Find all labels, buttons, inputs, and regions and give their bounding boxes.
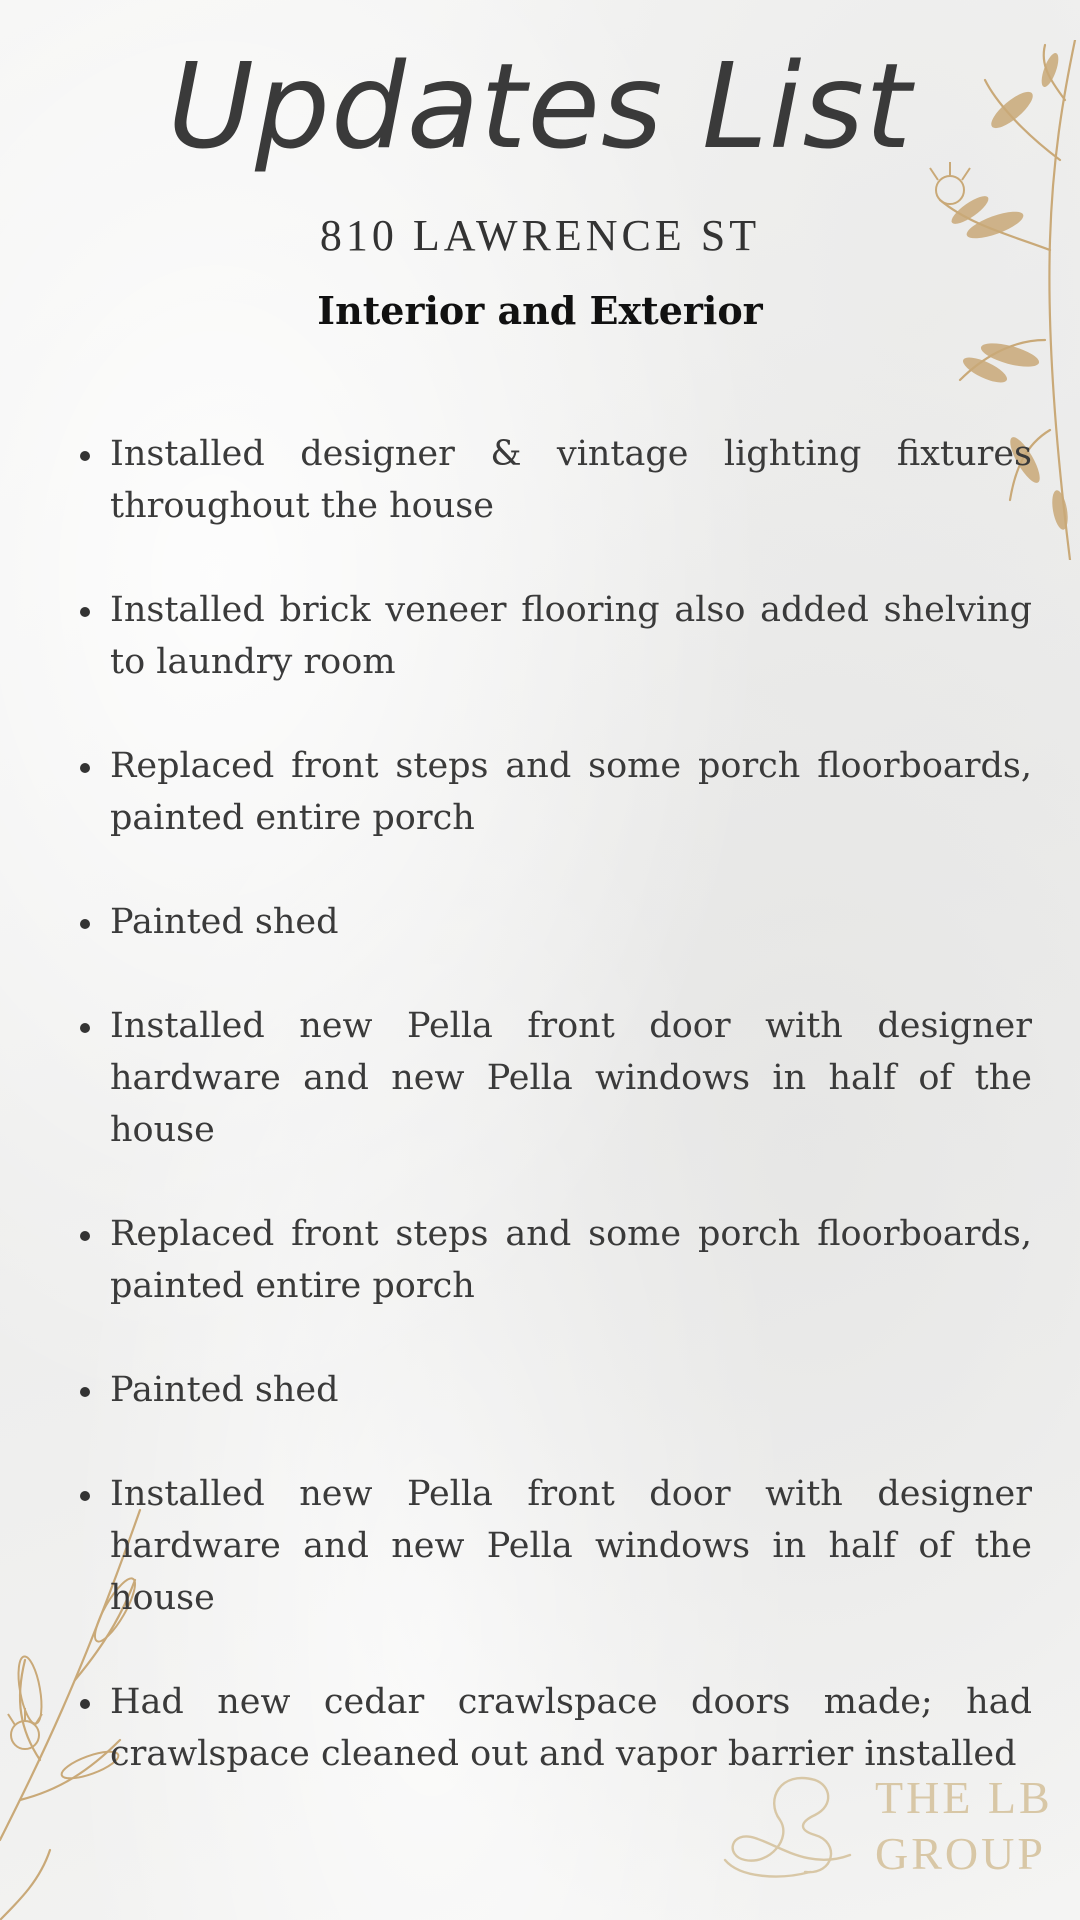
logo-line-2: GROUP <box>875 1828 1046 1879</box>
brand-logo <box>720 1760 1060 1890</box>
list-item: Had new cedar crawlspace doors made; had crawlspace cleaned out and vapor barrier installed <box>110 1676 1032 1780</box>
list-item: Painted shed <box>110 896 1032 948</box>
section-subtitle: Interior and Exterior <box>317 288 763 333</box>
lb-monogram-icon <box>720 1760 860 1890</box>
list-item: Replaced front steps and some porch floorboards, painted entire porch <box>110 1208 1032 1312</box>
logo-text <box>875 1770 1053 1882</box>
updates-list <box>110 428 1032 1832</box>
list-item: Installed new Pella front door with designer hardware and new Pella windows in half of the house <box>110 1468 1032 1624</box>
list-item: Painted shed <box>110 1364 1032 1416</box>
property-address: 810 LAWRENCE ST <box>319 211 761 260</box>
list-item: Installed designer & vintage lighting fixtures throughout the house <box>110 428 1032 532</box>
logo-line-1: THE LB <box>875 1772 1053 1823</box>
page-title: Updates List <box>167 37 913 175</box>
list-item: Installed new Pella front door with designer hardware and new Pella windows in half of the house <box>110 1000 1032 1156</box>
list-item: Installed brick veneer flooring also added shelving to laundry room <box>110 584 1032 688</box>
list-item: Replaced front steps and some porch floorboards, painted entire porch <box>110 740 1032 844</box>
